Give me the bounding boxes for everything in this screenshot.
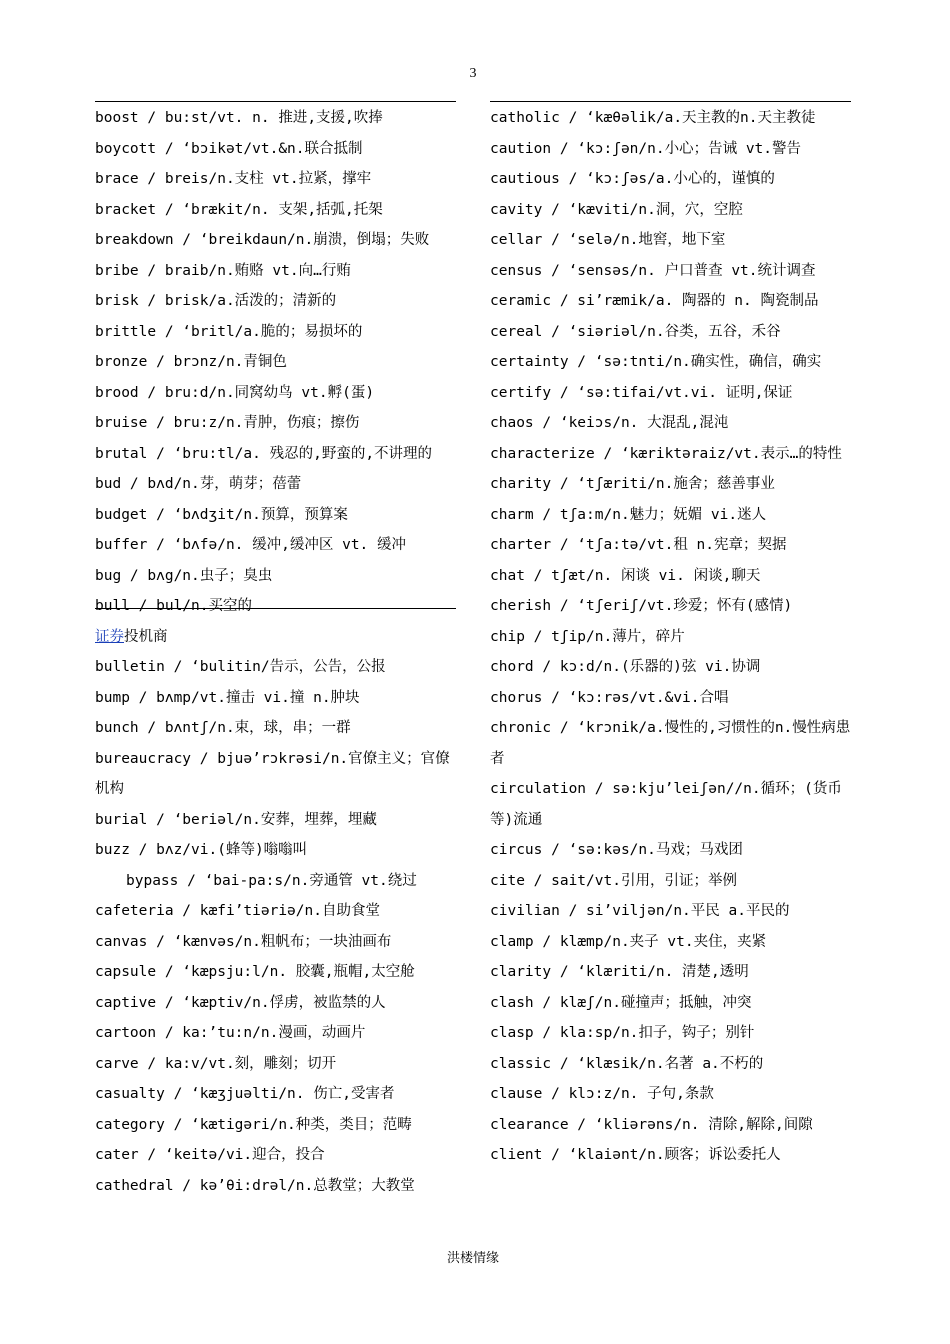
list-item: ceramic / si’ræmik/a. 陶器的 n. 陶瓷制品 [490, 293, 819, 309]
page-footer: 洪楼情缘 [446, 1251, 499, 1266]
list-item: civilian / si’viljən/n.平民 a.平民的 [490, 903, 790, 919]
list-item: cartoon / ka:’tu:n/n.漫画，动画片 [95, 1025, 366, 1041]
list-item: buffer / ‘bʌfə/n. 缓冲,缓冲区 vt. 缓冲 [95, 537, 407, 553]
list-item: cereal / ‘siəriəl/n.谷类，五谷，禾谷 [490, 323, 781, 340]
list-item: clause / klɔ:z/n. 子句,条款 [490, 1086, 714, 1102]
list-item: circus / ‘sə:kəs/n.马戏；马戏团 [490, 842, 743, 858]
list-item: bypass / ‘bai-pa:s/n.旁通管 vt.绕过 [126, 872, 417, 889]
list-item: carve / ka:v/vt.刻，雕刻；切开 [95, 1055, 337, 1072]
list-item: breakdown / ‘breikdaun/n.崩溃，倒塌；失败 [95, 232, 430, 248]
list-item: bracket / ‘brækit/n. 支架,括弧,托架 [95, 201, 383, 218]
list-item: bug / bʌg/n.虫子；臭虫 [95, 567, 273, 584]
list-item: bulletin / ‘bulitin/告示，公告，公报 [95, 659, 386, 675]
left-column [95, 103, 460, 1201]
list-item: cite / sait/vt.引用，引证；举例 [490, 872, 737, 889]
list-item: bull / bul/n.买空的 [95, 598, 252, 614]
list-item: classic / ‘klæsik/n.名著 a.不朽的 [490, 1055, 764, 1072]
list-item: circulation / sə:kju’leiʃən//n.循环；(货币等)流通 [490, 781, 842, 828]
list-item: charity / ‘tʃæriti/n.施舍；慈善事业 [490, 476, 775, 492]
list-item: boycott / ‘bɔikət/vt.&n.联合抵制 [95, 140, 363, 157]
list-item: certainty / ‘sə:tnti/n.确实性，确信，确实 [490, 354, 822, 370]
list-item: cafeteria / kæfi’tiəriə/n.自助食堂 [95, 903, 380, 919]
top-rule-right [490, 101, 851, 102]
list-item: casualty / ‘kæʒjuəlti/n. 伤亡,受害者 [95, 1086, 395, 1102]
list-item: catholic / ‘kæθəlik/a.天主教的n.天主教徒 [490, 110, 816, 126]
list-item: category / ‘kætigəri/n.种类，类目；范畴 [95, 1116, 412, 1133]
list-item: census / ‘sensəs/n. 户口普查 vt.统计调查 [490, 262, 816, 279]
list-item: brace / breis/n.支柱 vt.拉紧，撑牢 [95, 171, 372, 187]
list-item: cautious / ‘kɔ:ʃəs/a.小心的，谨慎的 [490, 171, 775, 187]
list-item: cater / ‘keitə/vi.迎合，投合 [95, 1147, 325, 1163]
list-item: charter / ‘tʃa:tə/vt.租 n.宪章；契据 [490, 537, 787, 553]
list-item: bump / bʌmp/vt.撞击 vi.撞 n.肿块 [95, 689, 360, 706]
list-item: cathedral / kə’θi:drəl/n.总教堂；大教堂 [95, 1177, 415, 1194]
list-item: clash / klæʃ/n.碰撞声；抵触，冲突 [490, 994, 752, 1011]
list-item: brisk / brisk/a.活泼的；清新的 [95, 293, 337, 309]
list-item: cherish / ‘tʃeriʃ/vt.珍爱；怀有(感情) [490, 598, 793, 614]
list-item: captive / ‘kæptiv/n.俘虏，被监禁的人 [95, 994, 386, 1011]
list-item: client / ‘klaiənt/n.顾客；诉讼委托人 [490, 1147, 781, 1163]
list-item: bruise / bru:z/n.青肿，伤痕；擦伤 [95, 415, 360, 431]
list-item: caution / ‘kɔ:ʃən/n.小心；告诫 vt.警告 [490, 140, 802, 157]
list-item: buzz / bʌz/vi.(蜂等)嗡嗡叫 [95, 842, 308, 858]
list-item: chaos / ‘keiɔs/n. 大混乱,混沌 [490, 415, 729, 431]
list-item: chord / kɔ:d/n.(乐器的)弦 vi.协调 [490, 659, 761, 675]
list-item: clasp / kla:sp/n.扣子，钩子；别针 [490, 1025, 755, 1041]
list-item: chronic / ‘krɔnik/a.慢性的,习惯性的n.慢性病患者 [490, 720, 851, 767]
list-item: chip / tʃip/n.薄片，碎片 [490, 628, 685, 645]
list-item: chorus / ‘kɔ:rəs/vt.&vi.合唱 [490, 689, 729, 706]
list-item: clamp / klæmp/n.夹子 vt.夹住，夹紧 [490, 933, 767, 950]
link-suffix: 投机商 [124, 628, 168, 645]
list-item: brittle / ‘britl/a.脆的；易损坏的 [95, 323, 363, 340]
securities-link[interactable]: 证券 [95, 628, 124, 645]
list-item [95, 622, 460, 653]
list-item: clearance / ‘kliərəns/n. 清除,解除,间隙 [490, 1116, 813, 1133]
list-item: cavity / ‘kæviti/n.洞，穴，空腔 [490, 201, 743, 218]
list-item: brutal / ‘bru:tl/a. 残忍的,野蛮的,不讲理的 [95, 445, 433, 462]
list-item: capsule / ‘kæpsju:l/n. 胶囊,瓶帽,太空舱 [95, 964, 415, 980]
page-number: 3 [469, 66, 477, 81]
list-item: boost / bu:st/vt. n. 推进,支援,吹捧 [95, 110, 383, 126]
list-item: chat / tʃæt/n. 闲谈 vi. 闲谈,聊天 [490, 567, 761, 584]
list-item: bronze / brɔnz/n.青铜色 [95, 354, 287, 370]
list-item: bud / bʌd/n.芽，萌芽；蓓蕾 [95, 476, 302, 492]
list-item: canvas / ‘kænvəs/n.粗帆布；一块油画布 [95, 933, 392, 950]
list-item: charm / tʃa:m/n.魅力；妩媚 vi.迷人 [490, 506, 767, 523]
list-item: budget / ‘bʌdʒit/n.预算，预算案 [95, 506, 348, 523]
right-column [490, 103, 852, 1171]
list-item: clarity / ‘klæriti/n. 清楚,透明 [490, 964, 749, 980]
list-item: bureaucracy / bjuə’rɔkrəsi/n.官僚主义；官僚机构 [95, 750, 450, 797]
list-item: bunch / bʌntʃ/n.束，球，串；一群 [95, 720, 351, 736]
list-item: bribe / braib/n.贿赂 vt.向…行贿 [95, 262, 351, 279]
list-item: burial / ‘beriəl/n.安葬，埋葬，埋藏 [95, 811, 377, 828]
top-rule-left [95, 101, 456, 102]
list-item: cellar / ‘selə/n.地窖，地下室 [490, 232, 726, 248]
list-item: characterize / ‘kæriktəraiz/vt.表示…的特性 [490, 445, 842, 462]
list-item: brood / bru:d/n.同窝幼鸟 vt.孵(蛋) [95, 384, 375, 401]
list-item: certify / ‘sə:tifai/vt.vi. 证明,保证 [490, 384, 793, 401]
